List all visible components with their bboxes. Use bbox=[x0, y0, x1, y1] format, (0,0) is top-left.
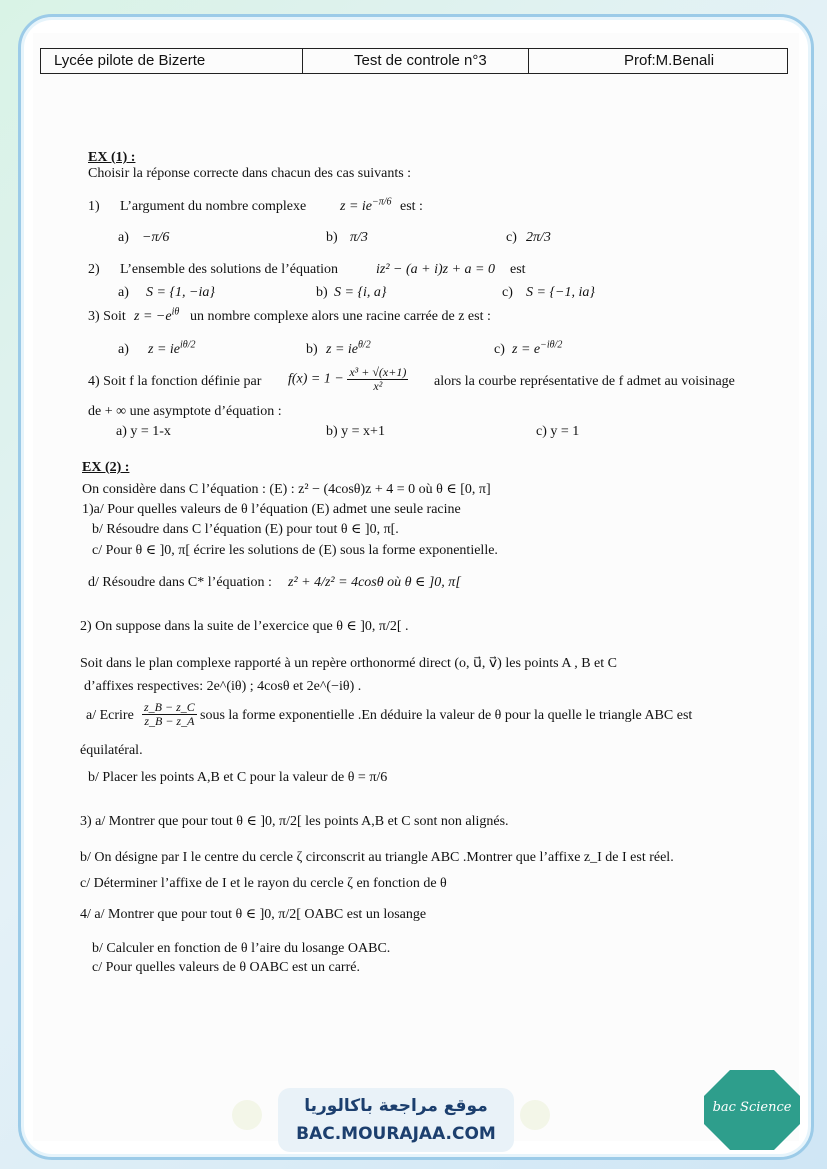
q4-line2: de + ∞ une asymptote d’équation : bbox=[88, 404, 282, 419]
ex2-q3b: b/ On désigne par I le centre du cercle ζ circonscrit au triangle ABC .Montrer que l’affixe z_I de I est réel. bbox=[80, 850, 674, 865]
q3-expression: $z = -e^{i\theta}$ bbox=[134, 306, 180, 324]
q3-tail: un nombre complexe alors une racine carrée de z est : bbox=[190, 309, 491, 324]
ex1-title: EX (1) : bbox=[88, 150, 136, 165]
header-divider bbox=[787, 49, 788, 73]
ex2-q2: 2) On suppose dans la suite de l’exercice que θ ∈ ]0, π/2[ . bbox=[80, 619, 409, 634]
q2-option-b-label: b) bbox=[316, 285, 328, 300]
q3-option-a-label: a) bbox=[118, 342, 129, 357]
q1-option-c: 2π/3 bbox=[526, 230, 551, 245]
ex2-intro: On considère dans C l’équation : (E) : z² − (4cosθ)z + 4 = 0 où θ ∈ [0, π] bbox=[82, 482, 491, 497]
q4-option-b: b) y = x+1 bbox=[326, 424, 385, 439]
ex2-q4b: b/ Calculer en fonction de θ l’aire du losange OABC. bbox=[92, 941, 391, 956]
ex2-q2a-label: a/ Ecrire bbox=[86, 708, 134, 723]
test-title: Test de controle n°3 bbox=[354, 52, 487, 69]
q4-option-a: a) y = 1-x bbox=[116, 424, 171, 439]
ex1-intro: Choisir la réponse correcte dans chacun des cas suivants : bbox=[88, 166, 412, 181]
ex2-q2a-tail: sous la forme exponentielle .En déduire la valeur de θ pour la quelle le triangle ABC est bbox=[200, 708, 693, 723]
header-divider bbox=[528, 49, 529, 73]
ex2-q1d-expression: z² + 4/z² = 4cosθ où θ ∈ ]0, π[ bbox=[288, 575, 461, 590]
ex2-q2a-line2: équilatéral. bbox=[80, 743, 143, 758]
q2-option-a-label: a) bbox=[118, 285, 129, 300]
q2-option-a: S = {1, −ia} bbox=[146, 285, 215, 300]
q1-option-c-label: c) bbox=[506, 230, 517, 245]
ex2-plan-line2: d’affixes respectives: 2e^(iθ) ; 4cosθ et 2e^(−iθ) . bbox=[84, 679, 362, 694]
site-logo-icon bbox=[520, 1100, 550, 1130]
q3-option-b-label: b) bbox=[306, 342, 318, 357]
ex2-q1c: c/ Pour θ ∈ ]0, π[ écrire les solutions de (E) sous la forme exponentielle. bbox=[92, 543, 498, 558]
q4-text: 4) Soit f la fonction définie par bbox=[88, 374, 262, 389]
q3-option-b: $z = ie^{\theta/2}$ bbox=[326, 339, 371, 357]
ex2-plan-line1: Soit dans le plan complexe rapporté à un repère orthonormé direct (o, u⃗, v⃗) les points A , B et C bbox=[80, 656, 617, 671]
exam-header bbox=[40, 48, 788, 74]
q2-number: 2) bbox=[88, 262, 100, 277]
bac-science-label: bac Science bbox=[712, 1100, 792, 1115]
ex2-q2b: b/ Placer les points A,B et C pour la valeur de θ = π/6 bbox=[88, 770, 388, 785]
q2-option-c: S = {−1, ia} bbox=[526, 285, 595, 300]
q2-tail: est bbox=[510, 262, 526, 277]
footer-site-name[interactable]: موقع مراجعة باكالوريا bbox=[304, 1096, 488, 1116]
q2-expression: iz² − (a + i)z + a = 0 bbox=[376, 262, 495, 277]
ex2-q2a-fraction: $\frac{z\_B - z\_C}{z\_B - z\_A}$ bbox=[144, 700, 195, 728]
professor-name: Prof:M.Benali bbox=[624, 52, 715, 69]
q1-option-b: π/3 bbox=[350, 230, 368, 245]
q1-number: 1) bbox=[88, 199, 100, 214]
q1-expression: $z = ie^{-\pi/6}$ bbox=[340, 196, 392, 214]
q3-option-a: $z = ie^{i\theta/2}$ bbox=[148, 339, 196, 357]
ex2-q1a: 1)a/ Pour quelles valeurs de θ l’équation (E) admet une seule racine bbox=[82, 502, 461, 517]
ex2-q3c: c/ Déterminer l’affixe de I et le rayon du cercle ζ en fonction de θ bbox=[80, 876, 447, 891]
header-divider bbox=[40, 49, 41, 73]
school-name: Lycée pilote de Bizerte bbox=[54, 52, 206, 69]
q4-expression: f(x) = 1 − $\frac{\text{x³ + √(x+1)}}{\text{x²}}$ bbox=[288, 365, 407, 393]
q2-option-b: S = {i, a} bbox=[334, 285, 387, 300]
header-divider bbox=[302, 49, 303, 73]
q3-option-c: $z = e^{-i\theta/2}$ bbox=[512, 339, 563, 357]
footer-url-link[interactable]: BAC.MOURAJAA.COM bbox=[296, 1124, 496, 1144]
q1-option-a: −π/6 bbox=[142, 230, 170, 245]
q2-text: L’ensemble des solutions de l’équation bbox=[120, 262, 338, 277]
ex2-q4c: c/ Pour quelles valeurs de θ OABC est un carré. bbox=[92, 960, 360, 975]
q4-tail: alors la courbe représentative de f admet au voisinage bbox=[434, 374, 735, 389]
ex2-title: EX (2) : bbox=[82, 460, 130, 475]
q1-text: L’argument du nombre complexe bbox=[120, 199, 307, 214]
q3-option-c-label: c) bbox=[494, 342, 505, 357]
ex2-q1b: b/ Résoudre dans C l’équation (E) pour tout θ ∈ ]0, π[. bbox=[92, 522, 399, 537]
ex2-q1d-label: d/ Résoudre dans C* l’équation : bbox=[88, 575, 272, 590]
q1-option-a-label: a) bbox=[118, 230, 129, 245]
q4-option-c: c) y = 1 bbox=[536, 424, 580, 439]
q3-text: 3) Soit bbox=[88, 309, 126, 324]
q1-tail: est : bbox=[400, 199, 423, 214]
ex2-q4a: 4/ a/ Montrer que pour tout θ ∈ ]0, π/2[ OABC est un losange bbox=[80, 907, 427, 922]
ex2-q3a: 3) a/ Montrer que pour tout θ ∈ ]0, π/2[ les points A,B et C sont non alignés. bbox=[80, 814, 509, 829]
site-logo-icon bbox=[232, 1100, 262, 1130]
q1-option-b-label: b) bbox=[326, 230, 338, 245]
q2-option-c-label: c) bbox=[502, 285, 513, 300]
